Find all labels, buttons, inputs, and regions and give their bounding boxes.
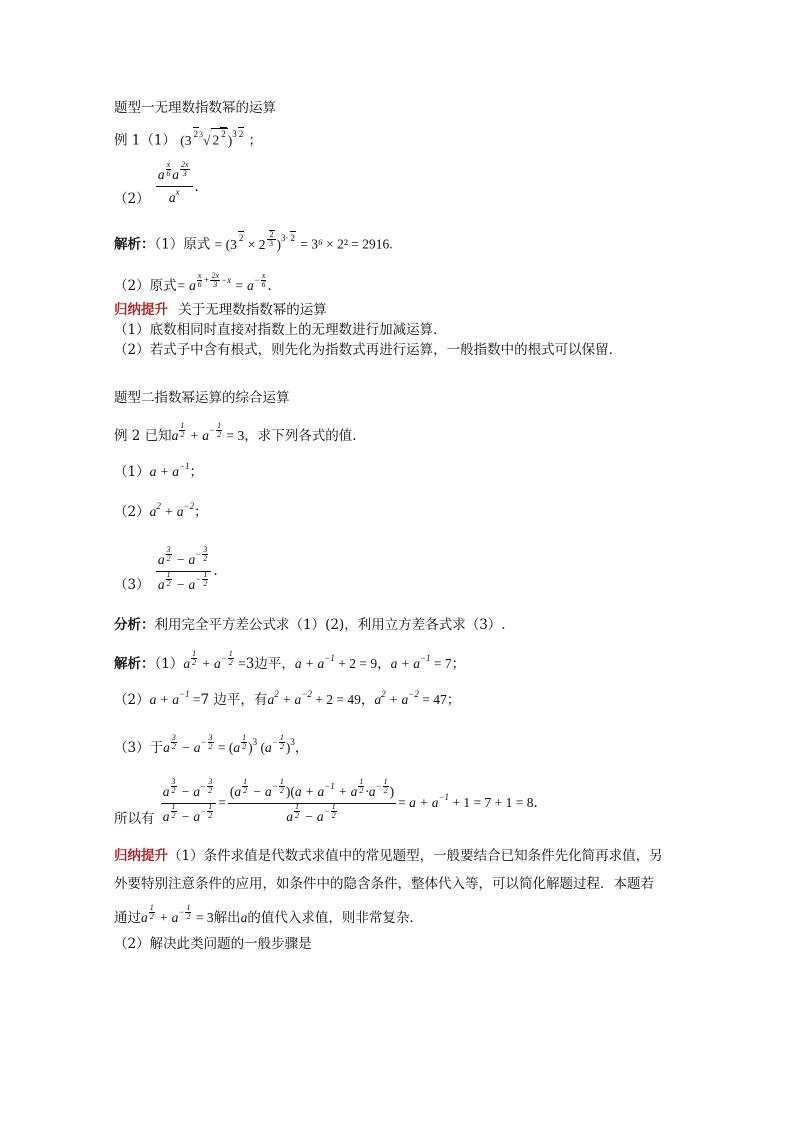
- analysis-label: 分析：: [114, 617, 155, 633]
- summary-2-tag: 归纳提升: [114, 848, 168, 864]
- summary-2-line-1: 归纳提升（1）条件求值是代数式求值中的常见题型，一般要结合已知条件先化简再求值，另: [114, 848, 663, 864]
- example-2-part-3: （3） a $^{\frac{3}{2}}$ − $a^{- \frac{3}{2}}$ a $^{\frac{1}{2}}$ − $a^{- \frac{1}{2}}$ .: [114, 545, 218, 594]
- summary-1-item-2: （2）若式子中含有根式，则先化为指数式再进行运算，一般指数中的根式可以保留．: [114, 342, 623, 358]
- heading-type-one: 题型一无理数指数幂的运算: [114, 100, 276, 116]
- summary-1-item-1: （1）底数相同时直接对指数上的无理数进行加减运算．: [114, 322, 447, 338]
- summary-2-line-4: （2）解决此类问题的一般步骤是: [114, 936, 312, 952]
- fraction-expression-2: a $^{\frac{x}{6}}$ a $^{\frac{2x}{3}}$ $a^x$: [156, 163, 193, 208]
- example-2-part-1: $(1)a + a^{-1}$；: [114, 460, 204, 480]
- analysis-line: 分析：利用完全平方差公式求（1）(2)，利用立方差各式求（3）.: [114, 617, 506, 633]
- solution-2-conclusion: 所以有 a $^{\frac{3}{2}}$ − $a^{- \frac{3}{2}}$ a $^{\frac{1}{2}}$ − $a^{- \frac{1}{2}}$ = (a $^{\frac{1}{2}}$ − $a^{- \frac{1}{2}}$ )($a + a^{-1} + a$ $^{\frac{1}{2}}$ $\cdot a^{- \frac{1}{2}}$ ) a $^{\frac{1}{2}}$ − $a^{- \frac{1}{2}}$ = $a + a^{-1} + 1 = 7 + 1 = 8$.: [114, 777, 538, 828]
- example-1-label: 例 1（1）: [114, 132, 176, 149]
- solution-2-part-2: $(2)a + a^{-1} =7$ 边平，有$a^2 + a^{-2} + 2 = 49$，$a^2 + a^{-2} = 47$；: [114, 688, 461, 708]
- summary-1-title: 关于无理数指数幂的运算: [178, 302, 327, 318]
- solution-2-part-3: （3）于a $^{\frac{3}{2}}$ − $a^{- \frac{3}{2}}$ = (a $^{\frac{1}{2}}$ )$^3$ ($a^{- \frac{1}{2}}$ )$^3$，: [114, 733, 309, 757]
- example-2-statement: 例 2 已知a $^{\frac{1}{2}}$ + $a^{- \frac{1}{2}}$ = 3，求下列各式的值.: [114, 421, 357, 445]
- solution-2-part-1: 解析：（1）a $^{\frac{1}{2}}$ + $a^{- \frac{1}{2}}$ =3边平，$a + a^{-1} + 2 = 9$，$a + a^{-1} = 7$；: [114, 649, 466, 673]
- solution-1-part-1: 解析：（1）原式 = (3 $^2$ × 2 $^{\frac{2}{3}}$ )$^{3\cdot 2}$ = 3⁶ × 2² = 2916.: [114, 230, 393, 253]
- heading-type-two: 题型二指数幂运算的综合运算: [114, 390, 290, 406]
- summary-2-line-2: 外要特别注意条件的应用，如条件中的隐含条件，整体代入等，可以简化解题过程．本题若: [114, 876, 654, 892]
- summary-1-title-line: [114, 300, 327, 320]
- summary-2-line-3: 通过a $^{\frac{1}{2}}$ + $a^{- \frac{1}{2}}$ = 3解出a的值代入求值，则非常复杂．: [114, 903, 423, 927]
- example-1-part-2: （2） a $^{\frac{x}{6}}$ a $^{\frac{2x}{3}}$ $a^x$ .: [114, 160, 199, 208]
- example-2-part-2: $(2)a^2 + a^{-2}$；: [114, 500, 208, 520]
- summary-1-tag: 归纳提升: [114, 302, 168, 318]
- solution-1-part-2: （2）原式= a $^{\frac{x}{6} + \frac{2x}{3} -x} = a^{- \frac{x}{6}}$ .: [114, 271, 272, 295]
- solution-label: 解析：: [114, 236, 155, 253]
- expression-1: (3 $^{23}$√ 2 $^2$ )$^{3 2}$: [180, 129, 244, 148]
- example-1-part-1: 例 1（1） (3 $^{23}$√ 2 $^2$ )$^{3 2}$ ；: [114, 129, 262, 149]
